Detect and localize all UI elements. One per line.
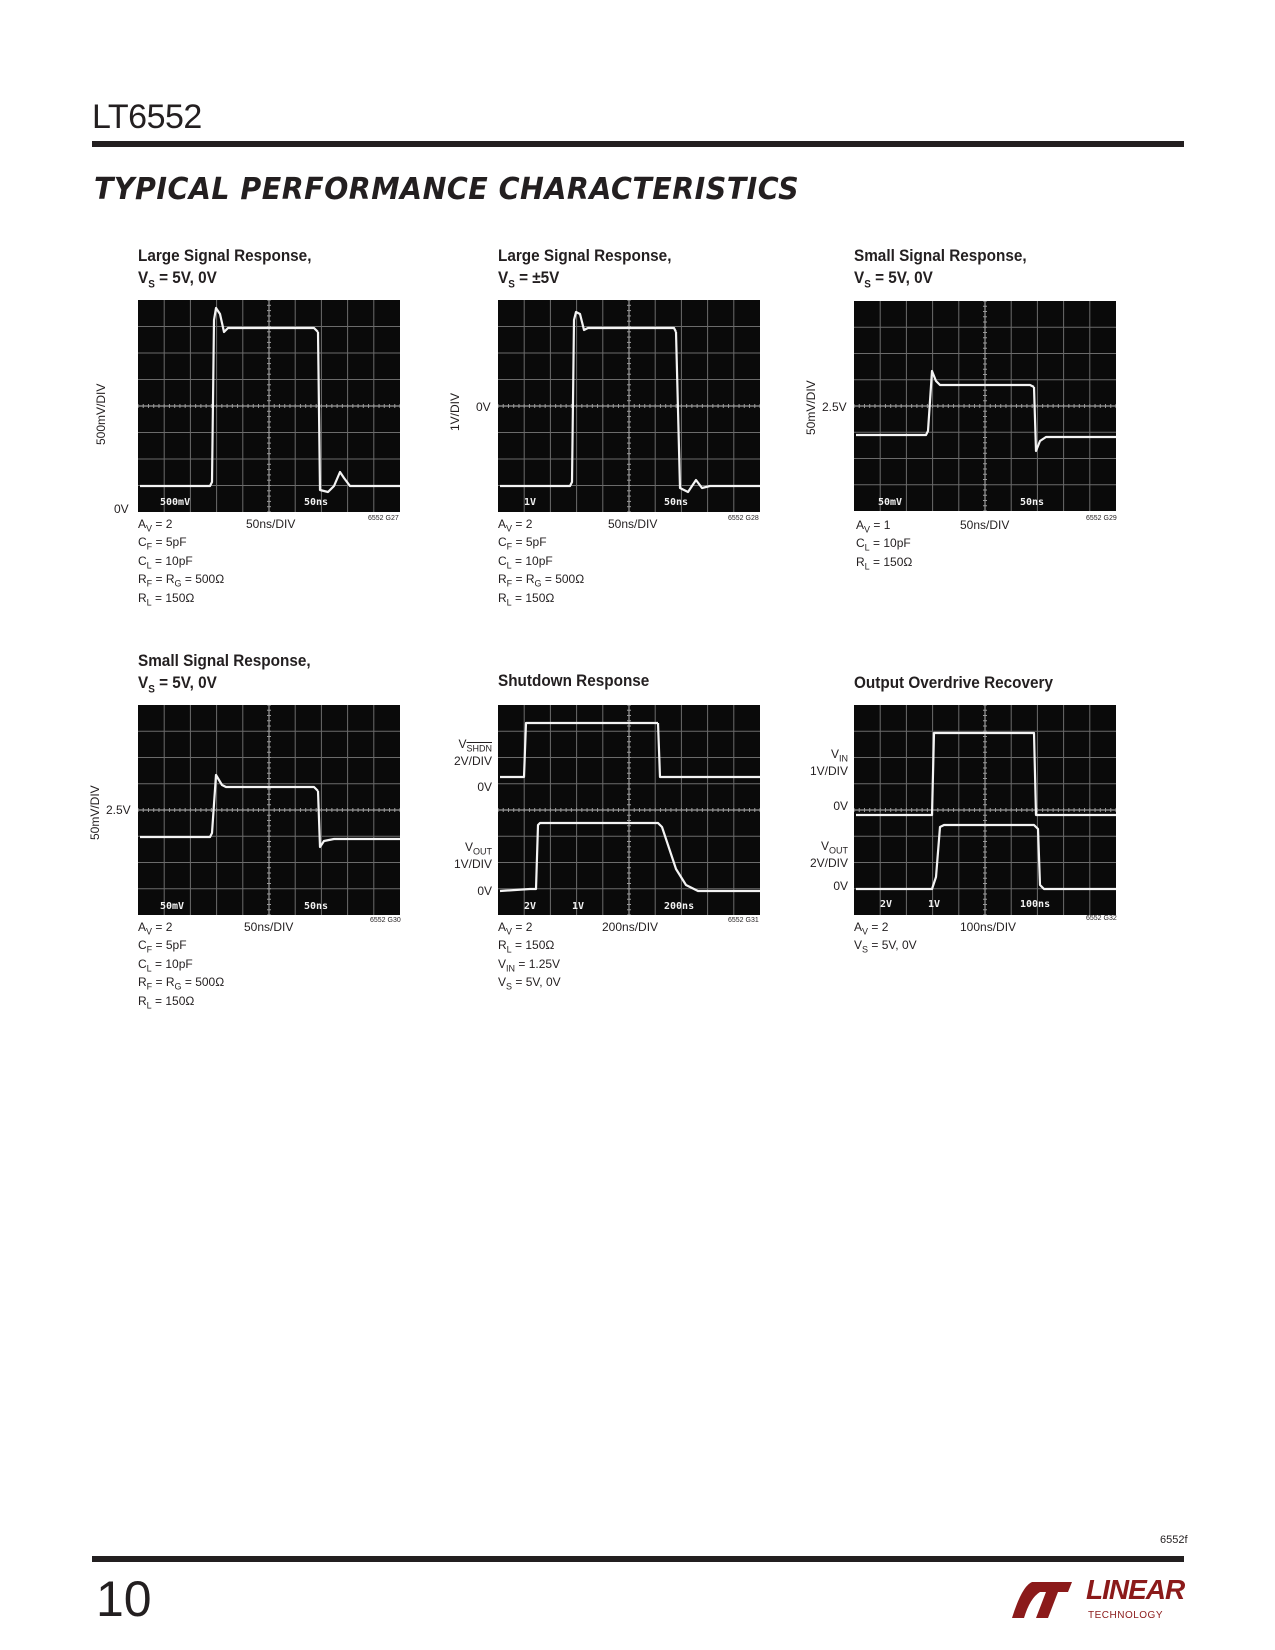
scope-t-scale: 50ns <box>664 497 689 508</box>
panel-title-line1: Large Signal Response, <box>138 246 312 265</box>
signal-trace <box>140 775 318 837</box>
condition-line: $V_S = 5V$, 0V <box>854 938 917 955</box>
test-conditions <box>498 517 584 609</box>
panel-large-signal-5v <box>88 245 428 625</box>
scope-t-scale: 100ns <box>1020 899 1051 910</box>
vout-label: $V_{OUT}$ 1V/DIV <box>453 840 492 872</box>
condition-line: $A_V = 2$ <box>498 920 533 937</box>
panel-shutdown-response <box>448 650 788 1030</box>
header-rule <box>92 141 1184 147</box>
footer-rule <box>92 1556 1184 1562</box>
panel-small-signal-av1 <box>804 245 1144 625</box>
condition-line: $A_V = 2$ <box>138 920 173 937</box>
condition-line: $C_F = 5pF$ <box>138 535 187 552</box>
timebase-label: 50ns/DIV <box>608 517 658 531</box>
test-conditions <box>854 920 917 957</box>
signal-trace <box>676 332 760 492</box>
signal-trace <box>318 791 400 847</box>
scope-scale-2: 1V <box>928 899 941 910</box>
panel-title-line2: $V_S = \pm 5V$ <box>498 268 560 291</box>
oscilloscope-trace <box>138 705 400 915</box>
timebase-label: 100ns/DIV <box>960 920 1017 934</box>
condition-line: $C_L = 10pF$ <box>498 553 553 571</box>
signal-trace <box>500 312 676 486</box>
figure-code: 6552 G32 <box>1086 915 1117 922</box>
condition-line: $R_L = 150\Omega$ <box>498 590 555 607</box>
test-conditions <box>498 920 561 994</box>
condition-line: $A_V = 1$ <box>856 518 891 535</box>
test-conditions <box>856 518 912 573</box>
timebase-label: 50ns/DIV <box>960 518 1010 532</box>
condition-line: $A_V = 2$ <box>138 517 173 534</box>
figure-code: 6552 G28 <box>728 515 759 522</box>
panel-title-line2: $V_S = 5V$, 0V <box>138 268 217 291</box>
condition-line: $C_L = 10pF$ <box>138 553 193 571</box>
ref-level-label: 0V <box>476 400 491 414</box>
timebase-label: 50ns/DIV <box>246 517 296 531</box>
panel-large-signal-pm5v <box>448 245 788 625</box>
scope-scale-1: 2V <box>524 901 537 912</box>
ref-level-label: 0V <box>114 502 129 516</box>
condition-line: $V_S = 5V$, 0V <box>498 975 561 992</box>
oscilloscope-trace <box>138 300 400 512</box>
condition-line: $A_V = 2$ <box>854 920 889 937</box>
panel-title-line1: Small Signal Response, <box>138 651 311 670</box>
ref-level-label: 2.5V <box>106 803 131 817</box>
oscilloscope-trace <box>854 301 1116 511</box>
panel-small-signal-av2 <box>88 650 428 1030</box>
zero-label-top: 0V <box>833 799 848 813</box>
logo-subtext: TECHNOLOGY <box>1088 1610 1164 1621</box>
scope-t-scale: 50ns <box>304 497 329 508</box>
scope-t-scale: 200ns <box>664 901 695 912</box>
panel-title-line2: $V_S = 5V$, 0V <box>138 673 217 696</box>
timebase-label: 50ns/DIV <box>244 920 294 934</box>
zero-label-bottom: 0V <box>833 879 848 893</box>
panel-title <box>854 245 1027 295</box>
panel-title <box>138 650 311 700</box>
timebase-label: 200ns/DIV <box>602 920 659 934</box>
condition-line: $R_F = R_G = 500\Omega$ <box>498 572 585 589</box>
condition-line: $R_F = R_G = 500\Omega$ <box>138 572 225 589</box>
condition-line: $R_F = R_G = 500\Omega$ <box>138 975 225 992</box>
oscilloscope-trace <box>498 705 760 915</box>
scope-v-scale: 500mV <box>160 497 191 508</box>
y-scale-label: 50mV/DIV <box>88 785 102 840</box>
panel-title: Output Overdrive Recovery <box>854 673 1053 692</box>
part-number: LT6552 <box>92 98 202 136</box>
condition-line: $R_L = 150\Omega$ <box>138 993 195 1010</box>
ref-level-label: 2.5V <box>822 400 847 414</box>
panel-title <box>498 245 671 295</box>
figure-code: 6552 G27 <box>368 515 399 522</box>
condition-line: $V_{IN} = 1.25V$ <box>498 956 561 974</box>
vshdn-label: $V_{SHDN}$ 2V/DIV <box>453 737 492 769</box>
scope-t-scale: 50ns <box>304 901 329 912</box>
scope-v-scale: 1V <box>524 497 537 508</box>
scope-v-scale: 50mV <box>160 901 185 912</box>
figure-code: 6552 G31 <box>728 917 759 924</box>
panel-title-line2: $V_S = 5V$, 0V <box>854 268 933 291</box>
panel-title-line1: Small Signal Response, <box>854 246 1027 265</box>
zero-label-bottom: 0V <box>477 884 492 898</box>
test-conditions <box>138 920 224 1012</box>
scope-scale-1: 2V <box>880 899 893 910</box>
y-scale-label: 50mV/DIV <box>804 380 818 435</box>
condition-line: $C_F = 5pF$ <box>138 938 187 955</box>
test-conditions <box>138 517 224 609</box>
panel-title: Shutdown Response <box>498 671 650 690</box>
scope-scale-2: 1V <box>572 901 585 912</box>
vout-label: $V_{OUT}$ 2V/DIV <box>809 839 848 871</box>
condition-line: $A_V = 2$ <box>498 517 533 534</box>
signal-trace <box>856 733 1116 815</box>
condition-line: $C_F = 5pF$ <box>498 535 547 552</box>
condition-line: $R_L = 150\Omega$ <box>856 554 913 572</box>
section-title: TYPICAL PERFORMANCE CHARACTERISTICS <box>94 172 800 207</box>
scope-t-scale: 50ns <box>1020 497 1045 508</box>
figure-code: 6552 G29 <box>1086 515 1117 522</box>
figure-code: 6552 G30 <box>370 917 401 924</box>
document-code: 6552f <box>1160 1534 1188 1546</box>
signal-trace <box>856 371 1034 435</box>
panel-title <box>138 245 311 295</box>
condition-line: $R_L = 150\Omega$ <box>498 938 555 955</box>
oscilloscope-trace <box>498 300 760 512</box>
condition-line: $R_L = 150\Omega$ <box>138 590 195 607</box>
vin-label: $V_{IN}$ 1V/DIV <box>809 747 848 779</box>
condition-line: $C_L = 10pF$ <box>856 536 911 553</box>
signal-trace <box>1034 387 1116 451</box>
condition-line: $C_L = 10pF$ <box>138 956 193 974</box>
page-number: 10 <box>96 1571 152 1627</box>
signal-trace <box>318 332 400 492</box>
oscilloscope-trace <box>854 705 1116 915</box>
logo-wordmark: LINEAR <box>1086 1574 1185 1605</box>
zero-label-top: 0V <box>477 780 492 794</box>
y-scale-label: 1V/DIV <box>448 392 462 431</box>
y-scale-label: 500mV/DIV <box>94 383 108 445</box>
panel-title-line1: Large Signal Response, <box>498 246 672 265</box>
panel-output-overdrive-recovery <box>804 650 1144 1030</box>
scope-v-scale: 50mV <box>878 497 903 508</box>
